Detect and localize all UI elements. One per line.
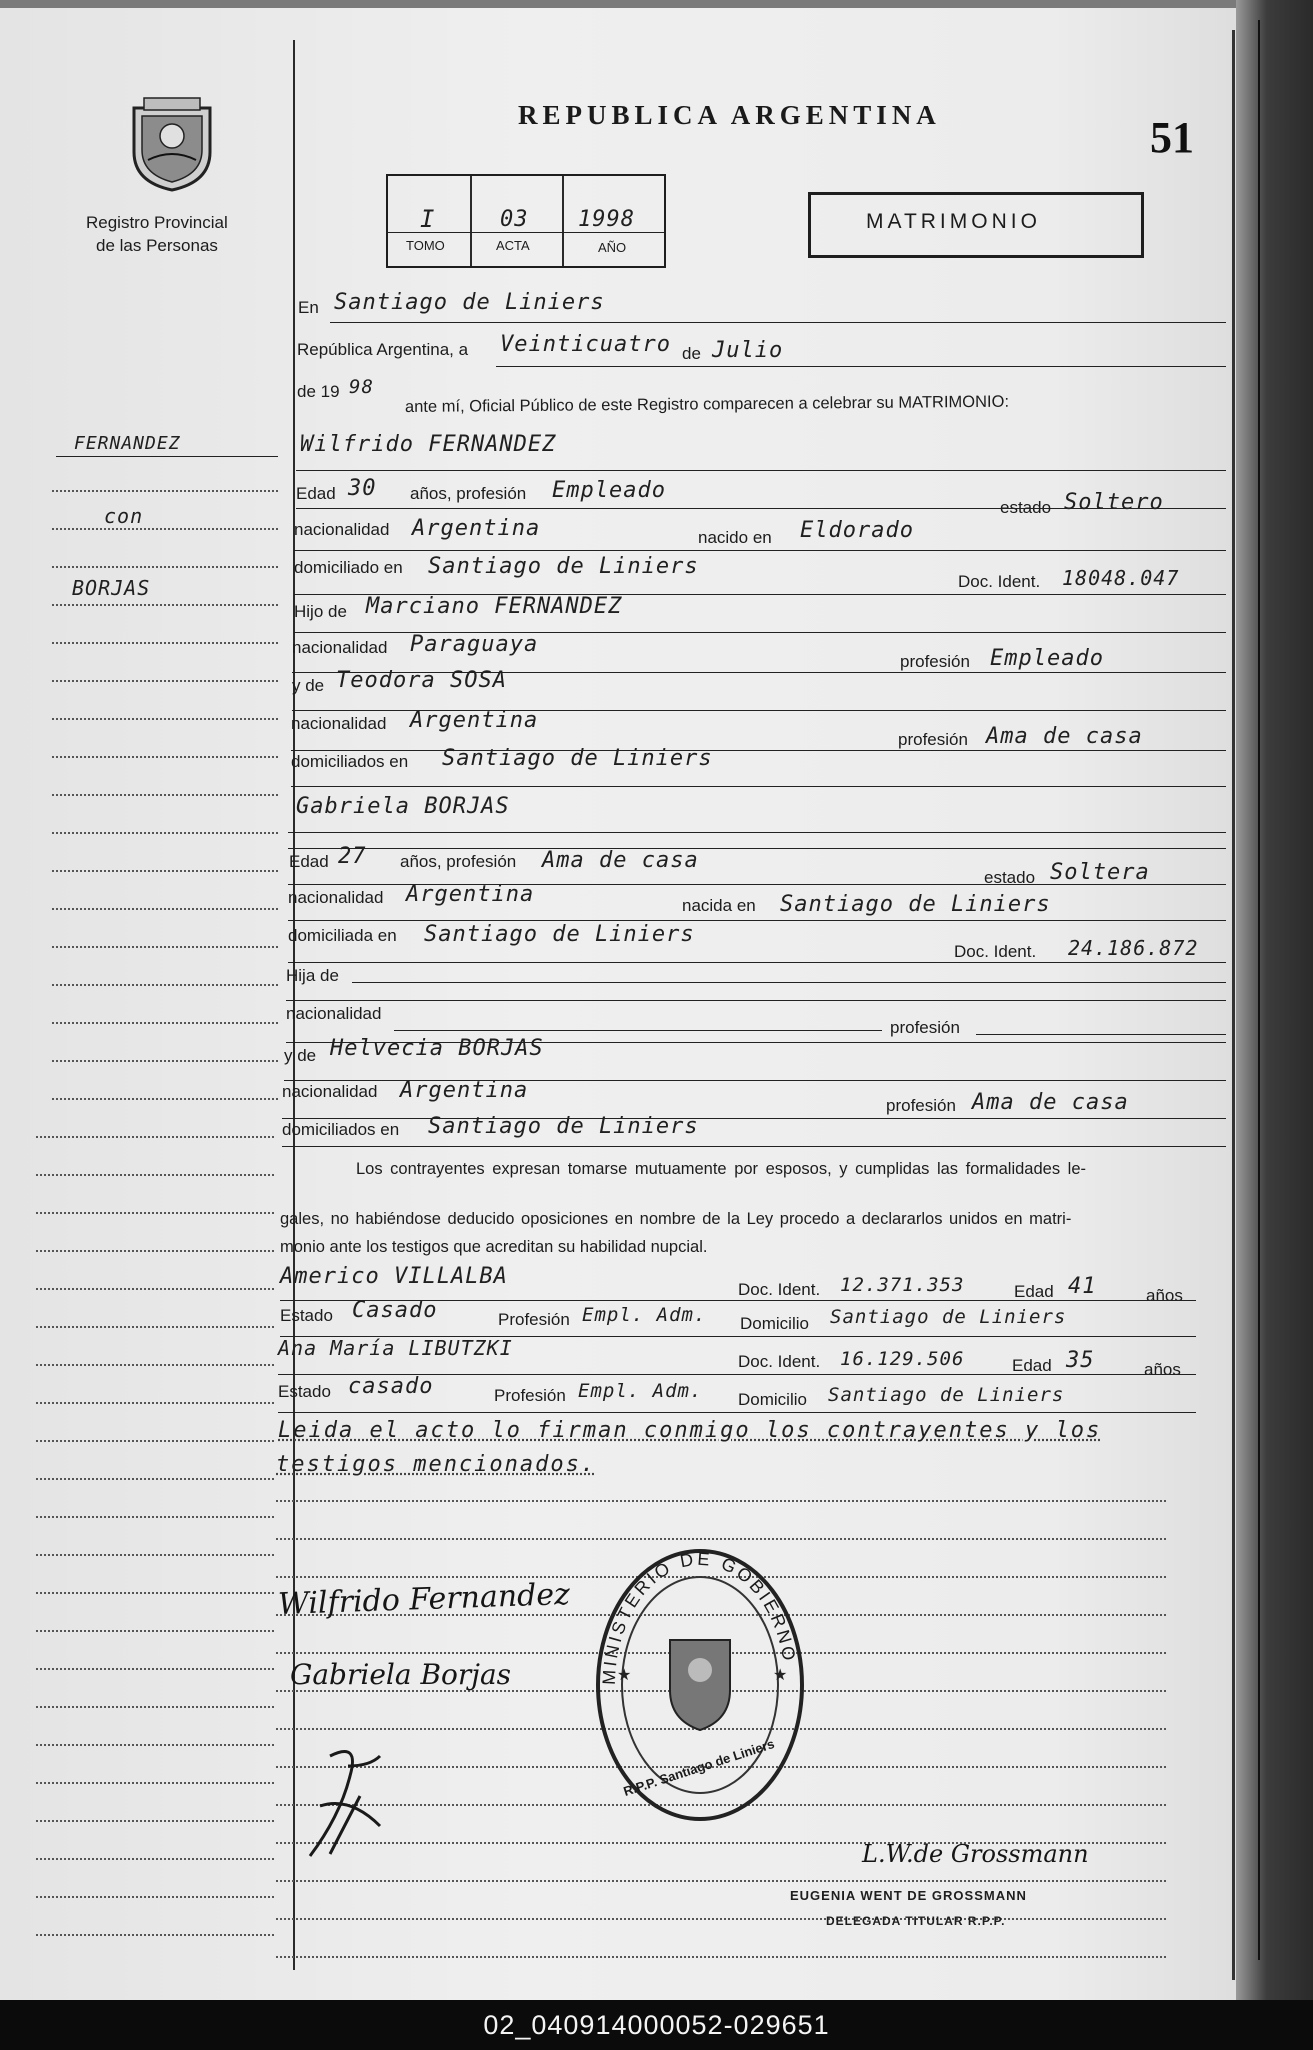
witness2-edad-label: Edad: [1012, 1356, 1052, 1375]
margin-dotted-line: [52, 566, 278, 568]
margin-dotted-line: [36, 1516, 274, 1518]
groom-profession: Empleado: [552, 478, 666, 503]
groom-parents-dom-label: domiciliados en: [291, 752, 409, 771]
margin-dotted-line: [36, 1554, 274, 1556]
bride-age: 27: [338, 844, 367, 869]
page-number: 51: [1150, 113, 1194, 162]
margin-dotted-line: [36, 1440, 274, 1442]
groom-signature: Wilfrido Fernandez: [277, 1576, 571, 1623]
groom-nacido-label: nacido en: [698, 528, 772, 547]
bride-father-prof-rule: [976, 1034, 1226, 1035]
margin-joiner: con: [104, 504, 144, 528]
ref-divider-1: [470, 176, 472, 266]
year-suffix-value: 98: [349, 376, 374, 398]
agency-line-2: de las Personas: [96, 236, 218, 255]
right-border: [1232, 30, 1235, 1980]
acta-label: ACTA: [496, 238, 530, 253]
margin-dotted-line: [52, 604, 278, 606]
page-top-edge: [0, 0, 1313, 8]
body-dotted-line: [276, 1918, 1166, 1920]
ante-text: ante mí, Oficial Público de este Registro comparecen a celebrar su MATRIMONIO:: [404, 392, 1010, 416]
body-dotted-line: [276, 1500, 1166, 1502]
officer-initial-signature: [290, 1736, 410, 1866]
bride-doc-label: Doc. Ident.: [954, 942, 1037, 961]
groom-mother-profession: Ama de casa: [986, 724, 1143, 749]
margin-dotted-line: [36, 1478, 274, 1480]
bride-name: Gabriela BORJAS: [296, 794, 510, 819]
book-spine: [1236, 0, 1313, 2000]
groom-mother-nat-label: nacionalidad: [291, 714, 387, 733]
margin-dotted-line: [52, 1098, 278, 1100]
bride-row4-rule: [286, 1000, 1226, 1001]
margin-dotted-line: [52, 642, 278, 644]
month-de-label: de: [682, 344, 701, 363]
body-dotted-line: [276, 1956, 1166, 1958]
margin-dotted-line: [36, 1744, 274, 1746]
bride-birthplace: Santiago de Liniers: [780, 892, 1051, 917]
bride-row8-rule: [282, 1146, 1226, 1147]
margin-dotted-line: [36, 1592, 274, 1594]
groom-row7-rule: [291, 750, 1226, 751]
margin-dotted-line: [52, 870, 278, 872]
bride-nat-label: nacionalidad: [288, 888, 384, 907]
groom-birthplace: Eldorado: [800, 518, 914, 543]
bride-mother-name: Helvecia BORJAS: [330, 1036, 544, 1061]
witness1-dom-label: Domicilio: [740, 1314, 809, 1333]
officer-name: EUGENIA WENT DE GROSSMANN: [790, 1888, 1027, 1903]
witness1-age: 41: [1068, 1274, 1097, 1299]
margin-surname-1: FERNANDEZ: [74, 433, 181, 454]
witness1-doc-label: Doc. Ident.: [738, 1280, 821, 1299]
place-rule: [330, 322, 1226, 323]
declaration-line-2: gales, no habiéndose deducido oposiciones en nombre de la Ley procedo a declararlos unidos en matri-: [280, 1210, 1072, 1228]
margin-dotted-line: [52, 1060, 278, 1062]
provincial-emblem-icon: [124, 94, 220, 194]
file-id-footer: 02_040914000052-029651: [0, 2000, 1313, 2050]
witness1-domicile: Santiago de Liniers: [830, 1306, 1067, 1328]
groom-age: 30: [348, 476, 377, 501]
margin-dotted-line: [52, 908, 278, 910]
witness1-name: Americo VILLALBA: [280, 1264, 508, 1289]
svg-text:★: ★: [617, 1667, 632, 1684]
bride-hija-label: Hija de: [286, 966, 339, 985]
official-stamp-icon: [585, 1540, 815, 1830]
witness2-prof-label: Profesión: [494, 1386, 566, 1405]
margin-dotted-line: [36, 1402, 274, 1404]
bride-mother-nat-label: nacionalidad: [282, 1082, 378, 1101]
margin-dotted-line: [36, 1630, 274, 1632]
date-rule: [496, 366, 1226, 367]
margin-dotted-line: [36, 1288, 274, 1290]
margin-dotted-line: [36, 1364, 274, 1366]
margin-dotted-line: [36, 1896, 274, 1898]
bride-father-nat-label: nacionalidad: [286, 1004, 382, 1023]
officer-signature: L.W.de Grossmann: [862, 1840, 1089, 1868]
margin-dotted-line: [52, 832, 278, 834]
groom-domicile: Santiago de Liniers: [428, 554, 699, 579]
witness1-doc: 12.371.353: [840, 1274, 965, 1296]
groom-parents-domicile: Santiago de Liniers: [442, 746, 713, 771]
groom-name-rule: [296, 470, 1226, 471]
margin-dotted-line: [52, 756, 278, 758]
bride-name-rule: [288, 832, 1226, 833]
bride-mother-nationality: Argentina: [400, 1078, 529, 1103]
declaration-line-1: Los contrayentes expresan tomarse mutuamente por esposos, y cumplidas las formalidades le-: [356, 1160, 1087, 1178]
stamp-ring-text: MINISTERIO DE GOBIERNO: [598, 1548, 800, 1686]
witness2-anos-label: años: [1144, 1360, 1181, 1379]
margin-dotted-line: [52, 680, 278, 682]
margin-dotted-line: [36, 1706, 274, 1708]
witness1-estado-label: Estado: [280, 1306, 333, 1325]
margin-dotted-line: [36, 1782, 274, 1784]
groom-nat-label: nacionalidad: [294, 520, 390, 539]
groom-hijo-label: Hijo de: [294, 602, 347, 621]
groom-edad-label: Edad: [296, 484, 336, 503]
groom-nationality: Argentina: [412, 516, 541, 541]
witness2-name: Ana María LIBUTZKI: [278, 1336, 513, 1360]
bride-estado-label: estado: [984, 868, 1036, 887]
bride-name-rule-2: [288, 848, 1226, 849]
bride-parents-domicile: Santiago de Liniers: [428, 1114, 699, 1139]
officer-title: DELEGADA TITULAR R.P.P.: [826, 1914, 1006, 1928]
ref-divider-2: [562, 176, 564, 266]
tomo-value: I: [420, 205, 436, 233]
bride-row3-rule: [288, 962, 1226, 963]
witness2-profession: Empl. Adm.: [578, 1380, 703, 1402]
witness2-doc: 16.129.506: [840, 1348, 965, 1370]
en-label: En: [298, 298, 319, 317]
bride-mother-prof-label: profesión: [886, 1096, 956, 1115]
margin-dotted-line: [52, 490, 278, 492]
month-value: Julio: [712, 338, 784, 363]
agency-line-1: Registro Provincial: [86, 213, 228, 232]
witness1-profession: Empl. Adm.: [582, 1304, 707, 1326]
ano-label: AÑO: [598, 240, 627, 255]
acta-value: 03: [500, 207, 529, 232]
groom-father-profession: Empleado: [990, 646, 1104, 671]
bride-nacida-label: nacida en: [682, 896, 756, 915]
margin-dotted-line: [52, 718, 278, 720]
bride-yde-label: y de: [284, 1046, 317, 1065]
witness2-estado: casado: [348, 1374, 434, 1399]
day-value: Veinticuatro: [500, 332, 671, 357]
act-type-label: MATRIMONIO: [866, 210, 1041, 233]
groom-profession-label: años, profesión: [410, 484, 527, 503]
witness2-age: 35: [1066, 1348, 1095, 1373]
witness1-edad-label: Edad: [1014, 1282, 1054, 1301]
bride-signature: Gabriela Borjas: [290, 1658, 512, 1691]
bride-edad-label: Edad: [289, 852, 329, 871]
groom-father-nat-label: nacionalidad: [292, 638, 388, 657]
svg-text:★: ★: [773, 1667, 788, 1684]
margin-dotted-line: [36, 1934, 274, 1936]
witness2-row2-rule: [278, 1412, 1196, 1413]
groom-doc: 18048.047: [1062, 566, 1180, 590]
groom-father-name: Marciano FERNANDEZ: [366, 594, 623, 619]
margin-dotted-line: [36, 1250, 274, 1252]
bride-nationality: Argentina: [406, 882, 535, 907]
bride-mother-profession: Ama de casa: [972, 1090, 1129, 1115]
republica-label: República Argentina, a: [297, 340, 469, 359]
margin-dotted-line: [36, 1858, 274, 1860]
groom-father-prof-label: profesión: [900, 652, 970, 671]
groom-row1-rule: [296, 508, 1226, 509]
groom-row2-rule: [294, 550, 1226, 551]
witness1-anos-label: años: [1146, 1286, 1183, 1305]
groom-mother-prof-label: profesión: [898, 730, 968, 749]
bride-profession-label: años, profesión: [400, 852, 517, 871]
margin-dotted-line: [36, 1326, 274, 1328]
year-prefix-label: de 19: [297, 382, 340, 401]
groom-doc-label: Doc. Ident.: [958, 572, 1041, 591]
country-heading: REPUBLICA ARGENTINA: [518, 100, 941, 130]
witness2-domicile: Santiago de Liniers: [828, 1384, 1065, 1406]
place-value: Santiago de Liniers: [334, 290, 605, 315]
bride-father-prof-label: profesión: [890, 1018, 960, 1037]
groom-father-nationality: Paraguaya: [410, 632, 539, 657]
margin-rule-top: [56, 456, 278, 457]
closing-line-2: testigos mencionados.: [276, 1452, 597, 1477]
bride-hija-rule: [352, 982, 1226, 983]
ano-value: 1998: [578, 207, 635, 232]
margin-dotted-line: [52, 528, 278, 530]
margin-dotted-line: [36, 1136, 274, 1138]
bride-row2-rule: [288, 920, 1226, 921]
declaration-line-3: monio ante los testigos que acreditan su habilidad nupcial.: [280, 1238, 708, 1256]
witness1-estado: Casado: [352, 1298, 438, 1323]
groom-estado-label: estado: [1000, 498, 1052, 517]
margin-dotted-line: [36, 1212, 274, 1214]
witness2-doc-label: Doc. Ident.: [738, 1352, 821, 1371]
margin-dotted-line: [52, 984, 278, 986]
margin-dotted-line: [36, 1668, 274, 1670]
closing-line-1: Leida el acto lo firman conmigo los contrayentes y los: [278, 1418, 1102, 1443]
groom-name: Wilfrido FERNANDEZ: [300, 432, 557, 457]
bride-row7-rule: [282, 1118, 1226, 1119]
margin-surname-2: BORJAS: [72, 576, 151, 600]
bride-domicile: Santiago de Liniers: [424, 922, 695, 947]
bride-parents-dom-label: domiciliados en: [282, 1120, 400, 1139]
tomo-label: TOMO: [406, 238, 445, 253]
stamp-bottom-text: R.P.P. Santiago de Liniers: [621, 1735, 777, 1800]
spine-edge: [1258, 20, 1260, 1960]
groom-marital: Soltero: [1064, 490, 1164, 515]
witness2-estado-label: Estado: [278, 1382, 331, 1401]
groom-mother-nationality: Argentina: [410, 708, 539, 733]
bride-dom-label: domiciliada en: [288, 926, 397, 945]
margin-dotted-line: [52, 794, 278, 796]
bride-father-nat-rule: [394, 1030, 882, 1031]
margin-dotted-line: [52, 946, 278, 948]
margin-dotted-line: [36, 1820, 274, 1822]
witness1-prof-label: Profesión: [498, 1310, 570, 1329]
groom-row8-rule: [291, 786, 1226, 787]
margin-dotted-line: [36, 1174, 274, 1176]
margin-dotted-line: [52, 1022, 278, 1024]
body-dotted-line: [276, 1880, 1166, 1882]
groom-mother-name: Teodora SOSA: [336, 668, 507, 693]
bride-marital: Soltera: [1050, 860, 1150, 885]
bride-doc: 24.186.872: [1068, 936, 1199, 960]
bride-profession: Ama de casa: [542, 848, 699, 873]
groom-dom-label: domiciliado en: [294, 558, 403, 577]
witness2-dom-label: Domicilio: [738, 1390, 807, 1409]
groom-yde-label: y de: [292, 676, 325, 695]
